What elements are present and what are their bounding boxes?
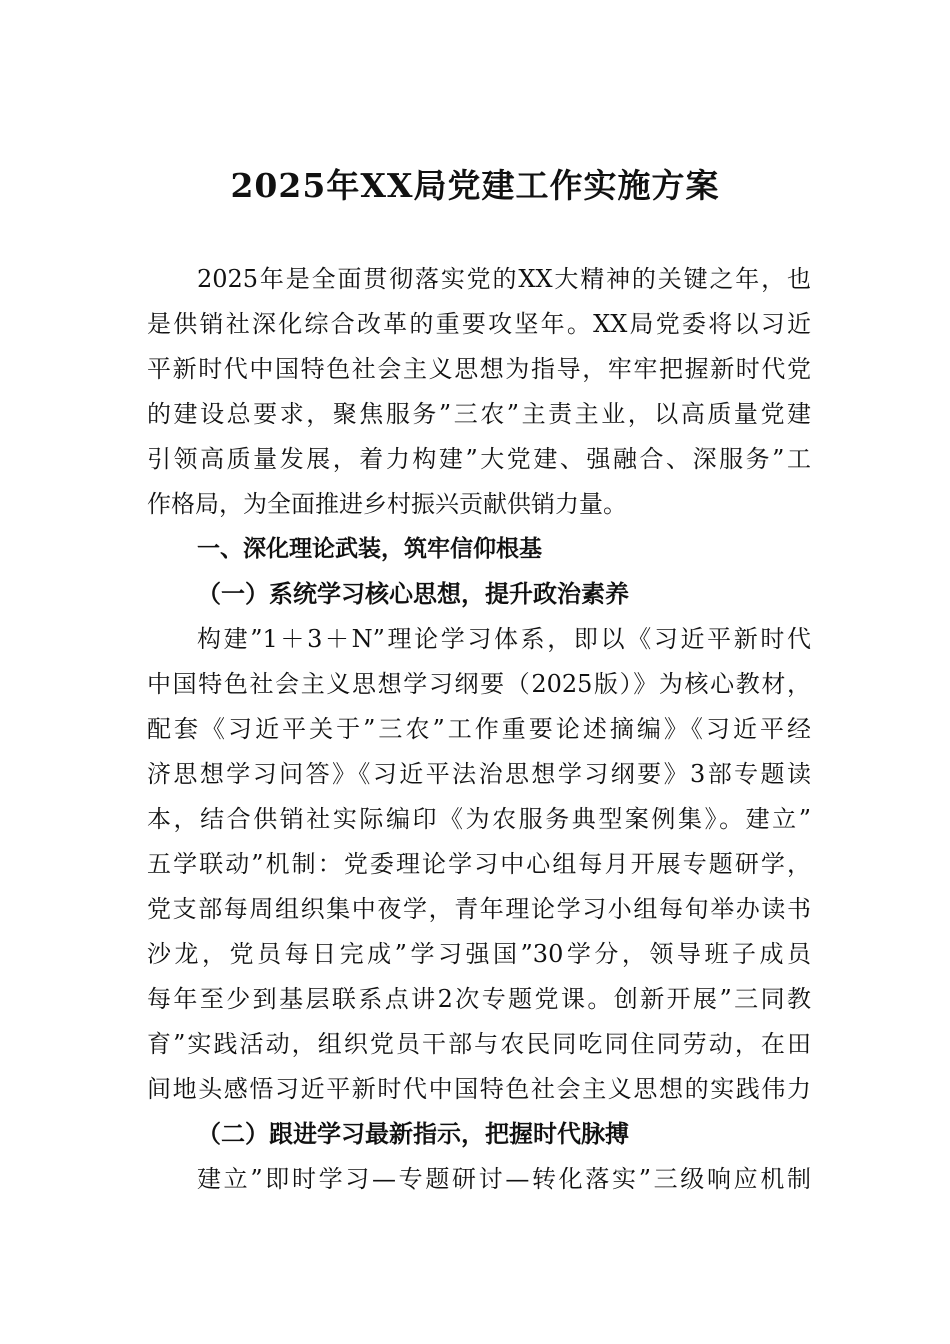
paragraph-line: 中国特色社会主义思想学习纲要（2025版）》为核心教材， [147,670,811,698]
paragraph-line: 本，结合供销社实际编印《为农服务典型案例集》。建立” [147,805,811,833]
subsection-heading: （一）系统学习核心思想，提升政治素养 [197,579,629,608]
paragraph-line: 沙龙，党员每日完成”学习强国”30学分，领导班子成员 [147,940,811,968]
paragraph-line: 构建”1＋3＋N”理论学习体系，即以《习近平新时代 [197,625,811,653]
paragraph-line: 每年至少到基层联系点讲2次专题党课。创新开展”三同教 [147,985,811,1013]
paragraph-line: 引领高质量发展，着力构建”大党建、强融合、深服务”工 [147,445,811,473]
paragraph-line: 党支部每周组织集中夜学，青年理论学习小组每旬举办读书 [147,895,811,923]
paragraph-line: 建立”即时学习—专题研讨—转化落实”三级响应机制 [197,1165,811,1193]
paragraph-line: 五学联动”机制：党委理论学习中心组每月开展专题研学， [147,850,811,878]
section-heading: 一、深化理论武装，筑牢信仰根基 [197,536,542,562]
paragraph-line: 的建设总要求，聚焦服务”三农”主责主业，以高质量党建 [147,400,811,428]
paragraph-line: 是供销社深化综合改革的重要攻坚年。XX局党委将以习近 [147,310,811,338]
document-title: 2025年XX局党建工作实施方案 [230,166,720,205]
paragraph-line: 间地头感悟习近平新时代中国特色社会主义思想的实践伟力 [147,1075,811,1103]
paragraph-line: 育”实践活动，组织党员干部与农民同吃同住同劳动，在田 [147,1030,811,1058]
paragraph-line: 2025年是全面贯彻落实党的XX大精神的关键之年，也 [197,265,811,293]
paragraph-line: 平新时代中国特色社会主义思想为指导，牢牢把握新时代党 [147,355,811,383]
paragraph-line: 济思想学习问答》《习近平法治思想学习纲要》3部专题读 [147,760,811,788]
paragraph-line: 配套《习近平关于”三农”工作重要论述摘编》《习近平经 [147,715,811,743]
subsection-heading: （二）跟进学习最新指示，把握时代脉搏 [197,1119,629,1148]
paragraph-line: 作格局，为全面推进乡村振兴贡献供销力量。 [147,490,627,518]
